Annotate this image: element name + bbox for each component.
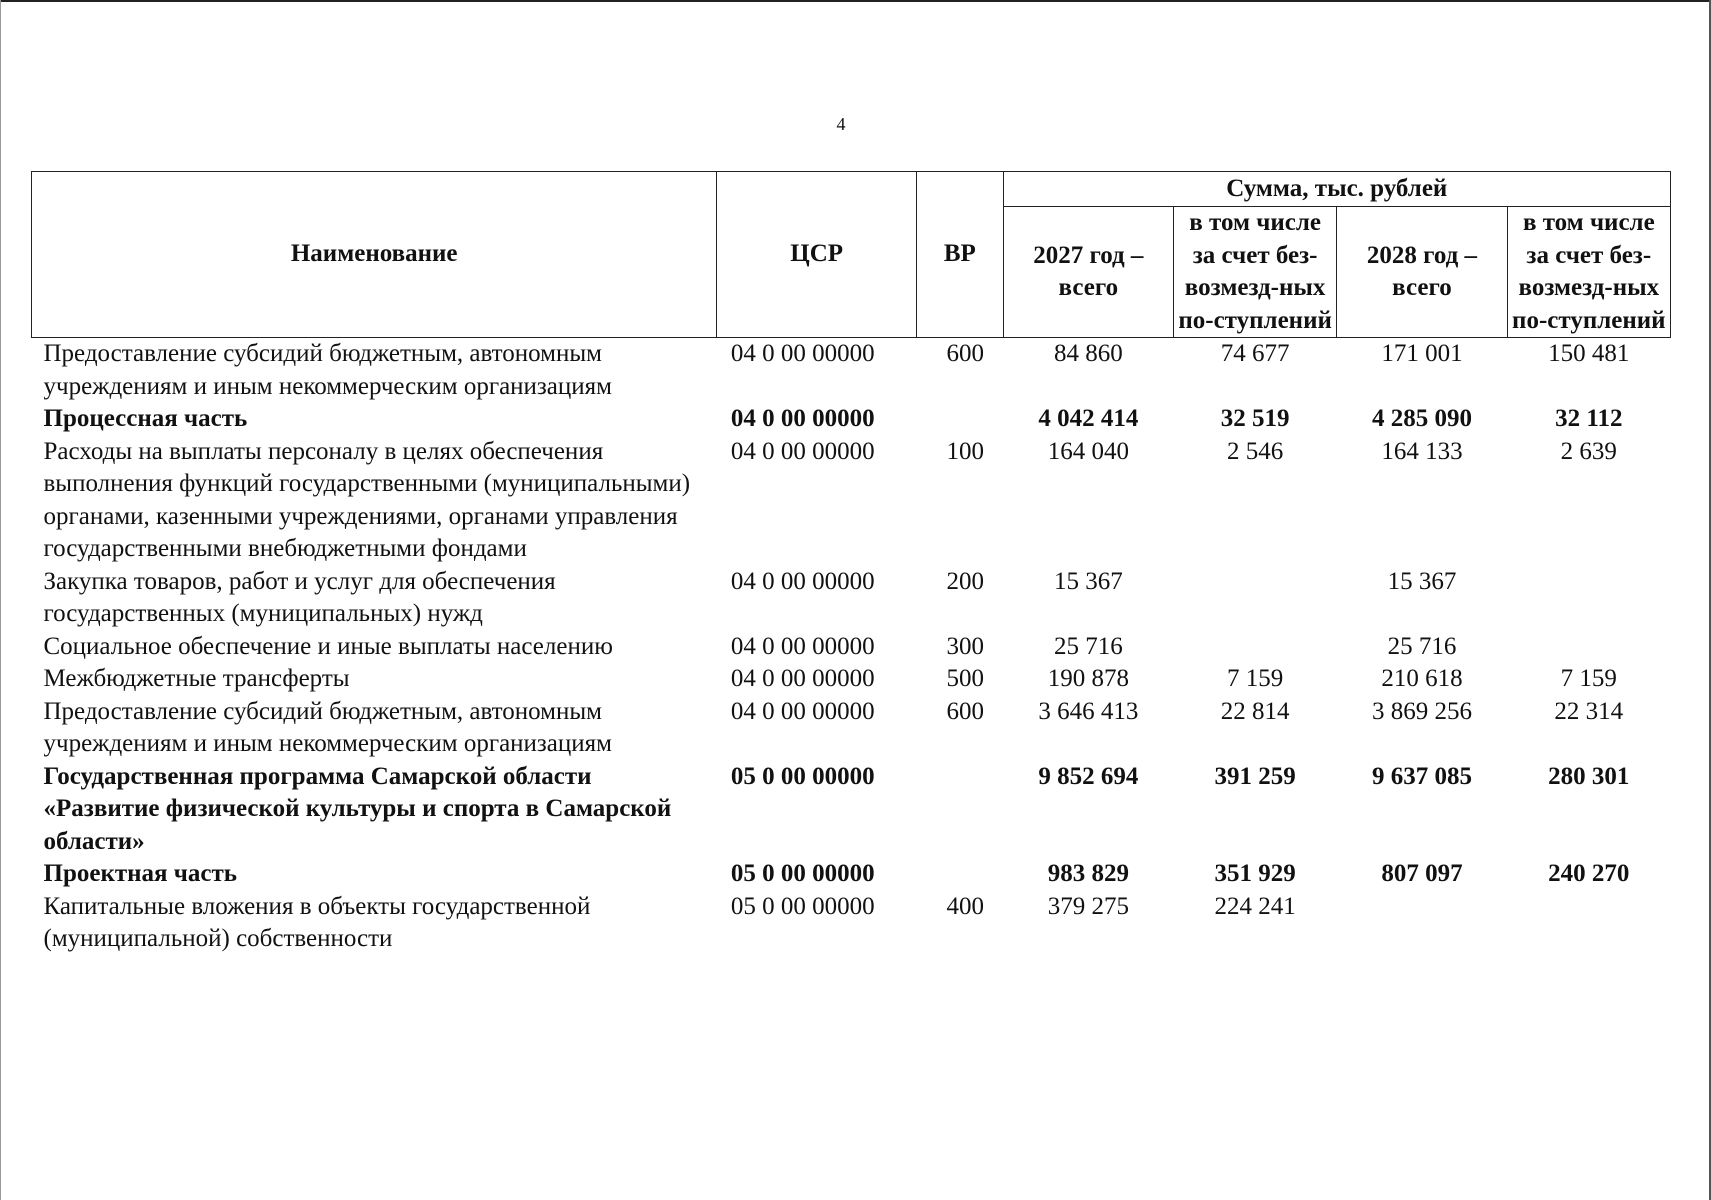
cell-2028-gratuitous: 22 314 [1554, 697, 1624, 725]
table-row [32, 696, 1671, 761]
cell-2028-total: 15 367 [1387, 567, 1457, 595]
cell-2027-gratuitous: 7 159 [1227, 665, 1284, 692]
cell-name: Капитальные вложения в объекты государственной (муниципальной) собственности [43, 892, 591, 952]
table-row [32, 566, 1671, 631]
cell-2027-total: 9 852 694 [1038, 762, 1139, 790]
cell-2027-total: 983 829 [1047, 860, 1129, 887]
cell-2028-gratuitous: 7 159 [1560, 665, 1617, 692]
table-header [32, 172, 1671, 338]
header-2027-total: 2027 год – всего [1003, 207, 1173, 338]
cell-2027-total: 84 860 [1053, 340, 1123, 367]
cell-2028-total: 4 285 090 [1371, 405, 1472, 432]
header-vr: ВР [916, 172, 1003, 338]
cell-name: Социальное обеспечение и иные выплаты населению [43, 632, 613, 660]
cell-csr: 04 0 00 00000 [730, 632, 875, 660]
cell-name: Расходы на выплаты персоналу в целях обеспечения выполнения функций государственными (муниципальными) органами, казенными учреждениями, органами управления государственными внебюджетными фондами [43, 437, 691, 562]
cell-2027-total: 15 367 [1053, 567, 1123, 595]
cell-csr: 04 0 00 00000 [730, 340, 875, 367]
cell-2028-gratuitous [1507, 891, 1670, 956]
cell-2027-total: 4 042 414 [1038, 405, 1139, 432]
cell-2027-gratuitous: 22 814 [1220, 697, 1290, 725]
cell-name: Процессная часть [43, 405, 248, 432]
cell-2027-gratuitous: 391 259 [1214, 762, 1296, 790]
cell-vr: 600 [946, 697, 984, 725]
cell-2027-gratuitous: 32 519 [1220, 405, 1290, 432]
cell-2028-gratuitous: 2 639 [1560, 437, 1617, 465]
cell-2027-gratuitous [1173, 631, 1336, 664]
table-row [32, 631, 1671, 664]
cell-vr: 200 [946, 567, 984, 595]
table-row [32, 436, 1671, 566]
table-row [32, 858, 1671, 891]
header-csr: ЦСР [717, 172, 917, 338]
cell-csr: 04 0 00 00000 [730, 437, 875, 465]
cell-vr: 500 [946, 665, 984, 692]
cell-2028-gratuitous: 280 301 [1548, 762, 1630, 790]
cell-vr [916, 858, 1003, 891]
cell-2027-gratuitous: 74 677 [1220, 340, 1290, 367]
page-edge-left [0, 0, 1, 1200]
cell-2027-gratuitous [1173, 566, 1336, 631]
header-2027-gratuitous: в том числе за счет без-возмезд-ных по-ступлений [1173, 207, 1336, 338]
table-row [32, 891, 1671, 956]
table-row [32, 338, 1671, 404]
cell-name: Проектная часть [43, 860, 238, 887]
cell-2028-total: 164 133 [1381, 437, 1463, 465]
cell-2028-gratuitous: 150 481 [1548, 340, 1630, 367]
cell-name: Межбюджетные трансферты [43, 665, 350, 692]
budget-table [31, 171, 1671, 956]
header-name: Наименование [32, 172, 717, 338]
cell-2028-total: 171 001 [1381, 340, 1463, 367]
cell-2028-total: 25 716 [1387, 632, 1457, 660]
cell-2028-total: 3 869 256 [1371, 697, 1472, 725]
cell-name: Предоставление субсидий бюджетным, автономным учреждениям и иным некоммерческим организациям [43, 340, 612, 400]
header-2028-gratuitous: в том числе за счет без-возмезд-ных по-ступлений [1507, 207, 1670, 338]
cell-vr: 400 [946, 892, 984, 920]
table-row [32, 761, 1671, 859]
cell-vr: 300 [946, 632, 984, 660]
table-body [32, 338, 1671, 956]
cell-2028-total: 807 097 [1381, 860, 1463, 887]
header-2028-total: 2028 год – всего [1337, 207, 1507, 338]
cell-name: Предоставление субсидий бюджетным, автономным учреждениям и иным некоммерческим организациям [43, 697, 612, 757]
table-row [32, 663, 1671, 696]
cell-2028-gratuitous: 32 112 [1555, 405, 1623, 432]
cell-csr: 04 0 00 00000 [730, 405, 875, 432]
cell-csr: 04 0 00 00000 [730, 697, 875, 725]
cell-name: Закупка товаров, работ и услуг для обеспечения государственных (муниципальных) нужд [43, 567, 556, 627]
cell-2027-total: 190 878 [1047, 665, 1129, 692]
page-edge-top [0, 0, 1711, 2]
cell-2028-total: 9 637 085 [1371, 762, 1472, 790]
cell-csr: 05 0 00 00000 [730, 762, 875, 790]
cell-vr: 100 [946, 437, 984, 465]
cell-2027-total: 379 275 [1047, 892, 1129, 920]
cell-2027-total: 3 646 413 [1038, 697, 1139, 725]
cell-2027-gratuitous: 351 929 [1214, 860, 1296, 887]
cell-csr: 04 0 00 00000 [730, 567, 875, 595]
cell-csr: 05 0 00 00000 [730, 860, 875, 887]
cell-vr [916, 761, 1003, 859]
cell-2027-gratuitous: 224 241 [1214, 892, 1296, 920]
cell-vr [916, 403, 1003, 436]
cell-2028-total [1337, 891, 1507, 956]
cell-2028-gratuitous [1507, 566, 1670, 631]
cell-vr: 600 [946, 340, 984, 367]
cell-2027-total: 164 040 [1047, 437, 1129, 465]
header-sum-group: Сумма, тыс. рублей [1003, 172, 1670, 207]
cell-2028-total: 210 618 [1381, 665, 1463, 692]
table-row [32, 403, 1671, 436]
cell-csr: 05 0 00 00000 [730, 892, 875, 920]
page-number: 4 [836, 114, 846, 134]
cell-2028-gratuitous [1507, 631, 1670, 664]
cell-2027-total: 25 716 [1053, 632, 1123, 660]
cell-2027-gratuitous: 2 546 [1227, 437, 1284, 465]
cell-csr: 04 0 00 00000 [730, 665, 875, 692]
cell-name: Государственная программа Самарской области «Развитие физической культуры и спорта в Самарской области» [43, 762, 672, 855]
cell-2028-gratuitous: 240 270 [1548, 860, 1630, 887]
